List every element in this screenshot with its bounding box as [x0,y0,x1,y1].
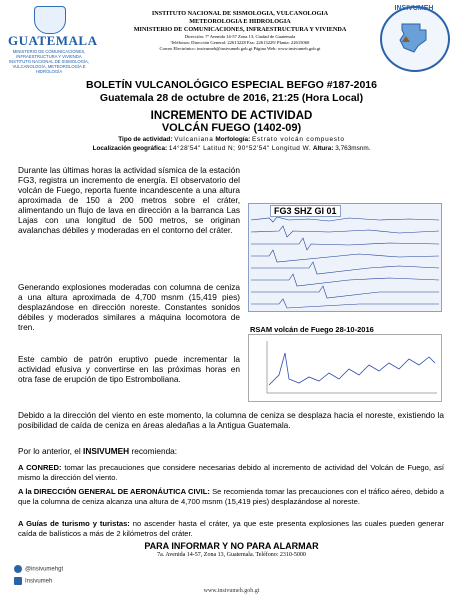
guatemala-logo [8,6,98,76]
footer-address: 7a. Avenida 14-57, Zona 13, Guatemala. Teléfono: 2310-5000 [157,552,306,558]
rsam-plot [249,335,441,401]
institution-header: INSTITUTO NACIONAL DE SISMOLOGIA, VULCANOLOGIA METEOROLOGIA E HIDROLOGIA MINISTERIO DE COMUNICACIONES, INFRAESTRUCTURA Y VIVIENDA Dirección: 7ª Avenida 14-57 Zona 13, Ciudad de Guatemala Teléfonos: Dirección General: 22613228 Fax: 22613229/ Planta: 22615060 Correo Electrónico: insivumeh@insivumeh.gob.gt Página Web: www.insivumeh.gob.gt [133,10,347,51]
activity-info: Tipo de actividad: Vulcaniana Morfología: Estrato volcán compuesto [118,136,345,143]
headline-volcano: VOLCÁN FUEGO (1402-09) [161,122,302,134]
twitter-icon [14,565,22,573]
facebook-icon [14,577,22,585]
rsam-figure [248,334,442,402]
paragraph-pattern: Este cambio de patrón eruptivo puede incrementar la actividad efusiva y convertirse en las próximas horas en otra fase de erupción de tipo Estromboliana. [18,354,240,384]
recommendation-aeronautica: A la DIRECCIÓN GENERAL DE AERONÁUTICA CIVIL: Se recomienda tomar las precauciones con el tráfico aéreo, debido a que la columna de ceniza alcanza una altura de 4,700 msnm (15,419 pies) desplazándose al noreste. [18,487,444,506]
recommendation-turismo: A Guías de turismo y turistas: no ascender hasta el cráter, ya que este presenta explosiones las cuales pueden generar caída de balísticos a más de 2 kilómetros del cráter. [18,519,444,538]
footer-slogan: PARA INFORMAR Y NO PARA ALARMAR [144,541,319,551]
logo-country: GUATEMALA [8,33,98,48]
seismogram-label: FG3 SHZ GI 01 [270,205,341,217]
bulletin-date: Guatemala 28 de octubre de 2016, 21:25 (Hora Local) [99,92,364,104]
twitter-handle[interactable]: @insivumehgt [14,565,63,573]
paragraph-explosions: Generando explosiones moderadas con columna de ceniza a una altura aproximada de 4,700 msnm (15,419 pies) desplazándose en dirección noreste. Constantes sonidos débiles y moderados similares a máquina locomotora de tren. [18,282,240,332]
guatemala-map-icon [396,20,430,56]
paragraph-wind: Debido a la dirección del viento en este momento, la columna de ceniza se desplaza hacia el noreste, existiendo la posibilidad de caída de ceniza en áreas aledañas a la Antigua Guatemala. [18,410,444,430]
facebook-handle[interactable]: Insivumeh [14,577,52,585]
paragraph-recommends: Por lo anterior, el INSIVUMEH recomienda: [18,446,178,456]
recommendation-conred: A CONRED: tomar las precauciones que considere necesarias debido al incremento de actividad del Volcán de Fuego, así mismo la dirección del viento. [18,463,444,482]
logo-subtitle: MINISTERIO DE COMUNICACIONES, INFRAESTRUCTURA Y VIVIENDA INSTITUTO NACIONAL DE SISMOLOGÍA, VULCANOLOGÍA, METEOROLOGÍA E HIDROLOGÍA [8,49,90,74]
bulletin-title: BOLETÍN VULCANOLÓGICO ESPECIAL BEFGO #187-2016 [86,79,377,91]
headline-title: INCREMENTO DE ACTIVIDAD [150,110,313,122]
coat-of-arms-icon [34,6,66,34]
footer-website[interactable]: www.insivumeh.gob.gt [203,588,260,594]
seismogram-traces [249,204,441,311]
rsam-label: RSAM volcán de Fuego 28-10-2016 [250,325,374,334]
paragraph-activity: Durante las últimas horas la actividad sísmica de la estación FG3, registra un incremento de energía. El observatorio del volcán de Fuego, reporta fuente incandescente a una altura aproximada de 150 a 200 metros sobre el cráter, alimentando un flujo de lava en dirección a la barranca Las Lajas con una longitud de 500 metros, se originan avalanchas débiles y moderadas en el contorno del cráter. [18,165,240,235]
seismogram-figure [248,203,442,312]
insivumeh-logo: INSIVUMEH [376,6,452,70]
location-info: Localización geográfica: 14°28'54" Latitud N; 90°52'54" Longitud W. Altura: 3,763msnm. [92,145,371,152]
